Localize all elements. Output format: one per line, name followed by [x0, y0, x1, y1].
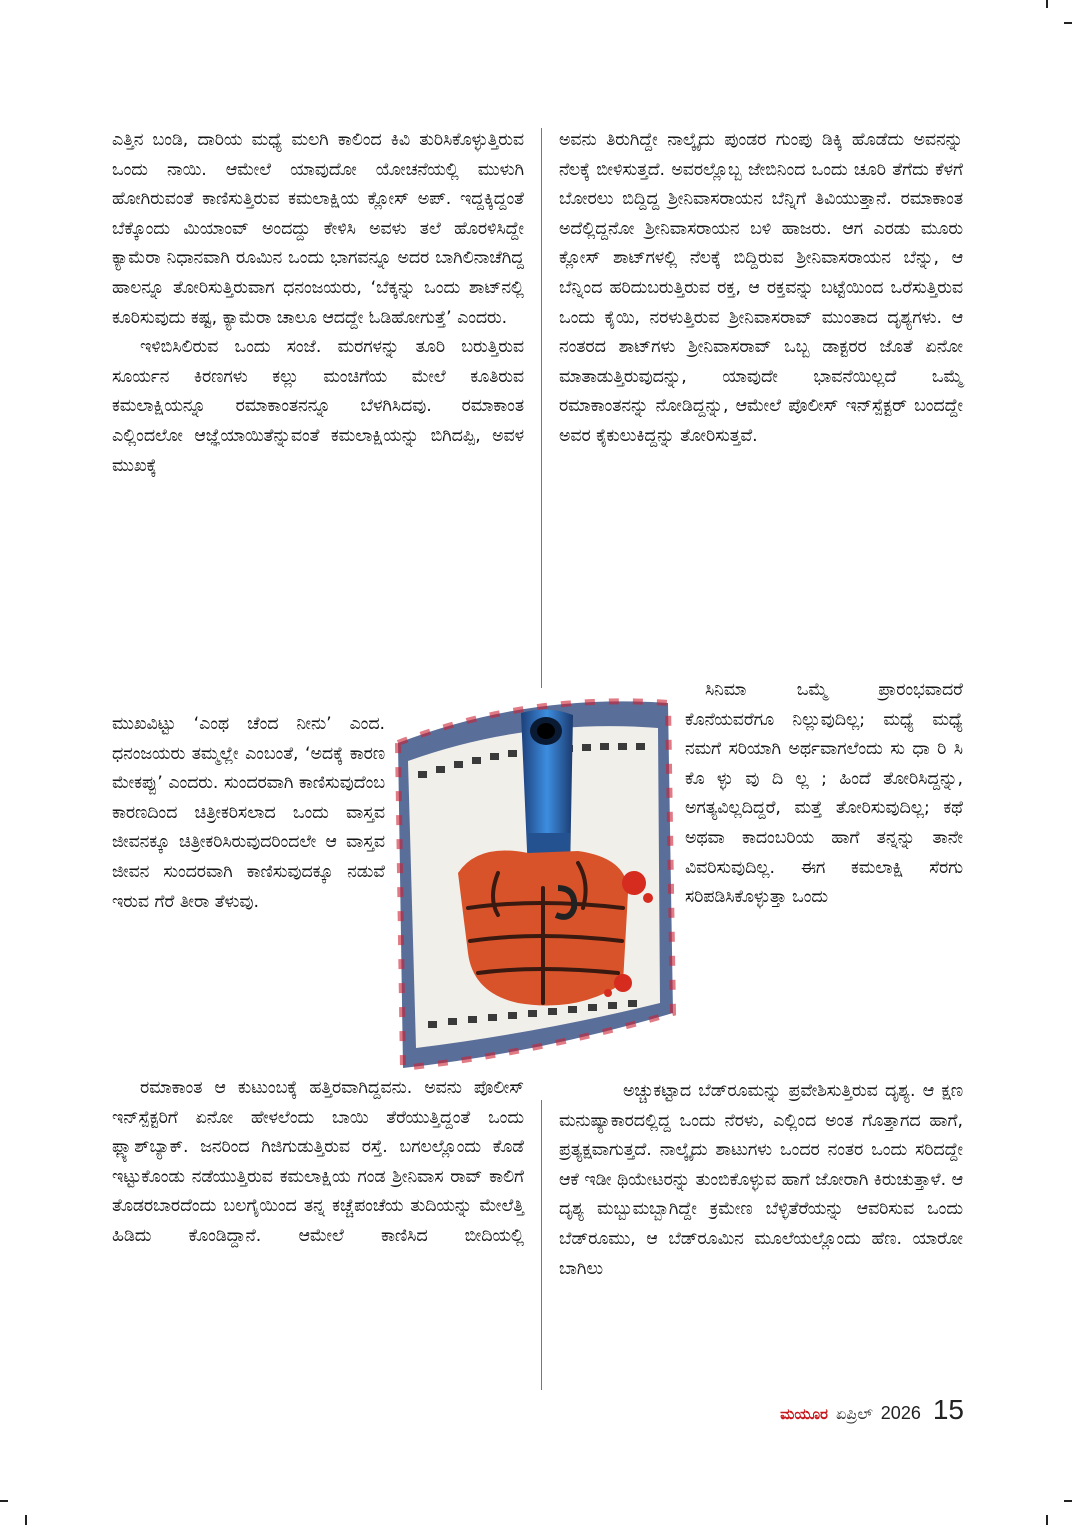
paragraph: ಇಳಿಬಿಸಿಲಿರುವ ಒಂದು ಸಂಜೆ. ಮರಗಳನ್ನು ತೂರಿ ಬರುತ್ತಿರುವ ಸೂರ್ಯನ ಕಿರಣಗಳು ಕಲ್ಲು ಮಂಚಿಗೆಯ ಮೇಲೆ ಕೂತಿರುವ ಕಮಲಾಕ್ಷಿಯನ್ನೂ ರಮಾಕಾಂತನನ್ನೂ ಬೆಳಗಿಸಿದವು. ರಮಾಕಾಂತ ಎಲ್ಲಿಂದಲೋ ಆಜ್ಞೆಯಾಯಿತೆನ್ನುವಂತೆ ಕಮಲಾಕ್ಷಿಯನ್ನು ಬಿಗಿದಪ್ಪಿ, ಅವಳ ಮುಖಕ್ಕೆ: [112, 337, 524, 476]
crop-mark: [1046, 0, 1048, 8]
page-footer: [780, 1394, 964, 1428]
crop-mark: [1064, 1500, 1072, 1502]
right-bottom-column: [559, 1077, 963, 1284]
column-rule: [541, 128, 542, 688]
right-wrap-text: [685, 676, 963, 913]
crop-mark: [1046, 1515, 1048, 1525]
left-column: [112, 126, 524, 481]
magazine-name: ಮಯೂರ: [780, 1405, 828, 1423]
paragraph: ಸಿನಿಮಾ ಒಮ್ಮೆ ಪ್ರಾರಂಭವಾದರೆ ಕೊನೆಯವರೆಗೂ ನಿಲ್ಲುವುದಿಲ್ಲ; ಮಧ್ಯೆ ಮಧ್ಯೆ ನಮಗೆ ಸರಿಯಾಗಿ ಅರ್ಥವಾಗಲೆಂದು ಸು ಧಾ ರಿ ಸಿ ಕೊ ಳ್ಳು ವು ದಿ ಲ್ಲ ; ಹಿಂದೆ ತೋರಿಸಿದ್ದನ್ನು, ಅಗತ್ಯವಿಲ್ಲದಿದ್ದರೆ, ಮತ್ತೆ ತೋರಿಸುವುದಿಲ್ಲ; ಕಥೆ ಅಥವಾ ಕಾದಂಬರಿಯ ಹಾಗೆ ತನ್ನನ್ನು ತಾನೇ ವಿವರಿಸುವುದಿಲ್ಲ. ಈಗ ಕಮಲಾಕ್ಷಿ ಸೆರಗು ಸರಿಪಡಿಸಿಕೊಳ್ಳುತ್ತಾ ಒಂದು: [685, 680, 963, 908]
issue-month: ಏಪ್ರಿಲ್: [835, 1404, 873, 1423]
paragraph: ಅಚ್ಚುಕಟ್ಟಾದ ಬೆಡ್‌ರೂಮನ್ನು ಪ್ರವೇಶಿಸುತ್ತಿರುವ ದೃಶ್ಯ. ಆ ಕ್ಷಣ ಮನುಷ್ಯಾಕಾರದಲ್ಲಿದ್ದ ಒಂದು ನೆರಳು, ಎಲ್ಲಿಂದ ಅಂತ ಗೊತ್ತಾಗದ ಹಾಗೆ, ಪ್ರತ್ಯಕ್ಷವಾಗುತ್ತದೆ. ನಾಲ್ಕೈದು ಶಾಟುಗಳು ಒಂದರ ನಂತರ ಒಂದು ಸರಿದದ್ದೇ ಆಕೆ ಇಡೀ ಥಿಯೇಟರನ್ನು ತುಂಬಿಕೊಳ್ಳುವ ಹಾಗೆ ಜೋರಾಗಿ ಕಿರುಚುತ್ತಾಳೆ. ಆ ದೃಶ್ಯ ಮಬ್ಬುಮಬ್ಬಾಗಿದ್ದೇ ಕ್ರಮೇಣ ಬೆಳ್ಳಿತೆರೆಯನ್ನು ಆವರಿಸುವ ಒಂದು ಬೆಡ್‌ರೂಮು, ಆ ಬೆಡ್‌ರೂಮಿನ ಮೂಲೆಯಲ್ಲೊಂದು ಹೆಣ. ಯಾರೋ ಬಾಗಿಲು: [559, 1081, 963, 1279]
paragraph: ಎತ್ತಿನ ಬಂಡಿ, ದಾರಿಯ ಮಧ್ಯೆ ಮಲಗಿ ಕಾಲಿಂದ ಕಿವಿ ತುರಿಸಿಕೊಳ್ಳುತ್ತಿರುವ ಒಂದು ನಾಯಿ. ಆಮೇಲೆ ಯಾವುದೋ ಯೋಚನೆಯಲ್ಲಿ ಮುಳುಗಿ ಹೋಗಿರುವಂತೆ ಕಾಣಿಸುತ್ತಿರುವ ಕಮಲಾಕ್ಷಿಯ ಕ್ಲೋಸ್ ಅಪ್. ಇದ್ದಕ್ಕಿದ್ದಂತೆ ಬೆಕ್ಕೊಂದು ಮಿಯಾಂವ್ ಅಂದದ್ದು ಕೇಳಿಸಿ ಅವಳು ತಲೆ ಹೊರಳಿಸಿದ್ದೇ ಕ್ಯಾಮೆರಾ ನಿಧಾನವಾಗಿ ರೂಮಿನ ಒಂದು ಭಾಗವನ್ನೂ ಅದರ ಬಾಗಿಲಿನಾಚೆಗಿದ್ದ ಹಾಲನ್ನೂ ತೋರಿಸುತ್ತಿರುವಾಗ ಧನಂಜಯರು, ‘ಬೆಕ್ಕನ್ನು ಒಂದು ಶಾಟ್‌ನಲ್ಲಿ ಕೂರಿಸುವುದು ಕಷ್ಟ, ಕ್ಯಾಮೆರಾ ಚಾಲೂ ಆದದ್ದೇ ಓಡಿಹೋಗುತ್ತೆ’ ಎಂದರು.: [112, 130, 524, 328]
paragraph: ಅವನು ತಿರುಗಿದ್ದೇ ನಾಲ್ಕೈದು ಪುಂಡರ ಗುಂಪು ಡಿಕ್ಕಿ ಹೊಡೆದು ಅವನನ್ನು ನೆಲಕ್ಕೆ ಬೀಳಿಸುತ್ತದೆ. ಅವರಲ್ಲೊಬ್ಬ ಜೇಬಿನಿಂದ ಒಂದು ಚೂರಿ ತೆಗೆದು ಕೆಳಗೆ ಬೋರಲು ಬಿದ್ದಿದ್ದ ಶ್ರೀನಿವಾಸರಾಯನ ಬೆನ್ನಿಗೆ ತಿವಿಯುತ್ತಾನೆ. ರಮಾಕಾಂತ ಅದೆಲ್ಲಿದ್ದನೋ ಶ್ರೀನಿವಾಸರಾಯನ ಬಳಿ ಹಾಜರು. ಆಗ ಎರಡು ಮೂರು ಕ್ಲೋಸ್ ಶಾಟ್‌ಗಳಲ್ಲಿ ನೆಲಕ್ಕೆ ಬಿದ್ದಿರುವ ಶ್ರೀನಿವಾಸರಾಯನ ಬೆನ್ನು, ಆ ಬೆನ್ನಿಂದ ಹರಿದುಬರುತ್ತಿರುವ ರಕ್ತ, ಆ ರಕ್ತವನ್ನು ಬಟ್ಟೆಯಿಂದ ಒರೆಸುತ್ತಿರುವ ಒಂದು ಕೈಯಿ, ನರಳುತ್ತಿರುವ ಶ್ರೀನಿವಾಸರಾವ್ ಮುಂತಾದ ದೃಶ್ಯಗಳು. ಆ ನಂತರದ ಶಾಟ್‌ಗಳು ಶ್ರೀನಿವಾಸರಾವ್ ಒಬ್ಬ ಡಾಕ್ಟರರ ಜೊತೆ ಏನೋ ಮಾತಾಡುತ್ತಿರುವುದನ್ನು, ಯಾವುದೇ ಭಾವನೆಯಿಲ್ಲದೆ ಒಮ್ಮೆ ರಮಾಕಾಂತನನ್ನು ನೋಡಿದ್ದನ್ನು, ಆಮೇಲೆ ಪೊಲೀಸ್ ಇನ್‌ಸ್ಪೆಕ್ಟರ್ ಬಂದದ್ದೇ ಅವರ ಕೈಕುಲುಕಿದ್ದನ್ನು ತೋರಿಸುತ್ತವೆ.: [559, 130, 963, 446]
crop-mark: [0, 1500, 8, 1502]
left-wrap-text: [112, 710, 385, 917]
crop-mark: [1064, 22, 1072, 24]
paragraph: ಮುಖವಿಟ್ಟು ‘ಎಂಥ ಚೆಂದ ನೀನು’ ಎಂದ. ಧನಂಜಯರು ತಮ್ಮಲ್ಲೇ ಎಂಬಂತೆ, ‘ಅದಕ್ಕೆ ಕಾರಣ ಮೇಕಪ್ಪು’ ಎಂದರು. ಸುಂದರವಾಗಿ ಕಾಣಿಸುವುದೆಂಬ ಕಾರಣದಿಂದ ಚಿತ್ರೀಕರಿಸಲಾದ ಒಂದು ವಾಸ್ತವ ಜೀವನಕ್ಕೂ ಚಿತ್ರೀಕರಿಸಿರುವುದರಿಂದಲೇ ಆ ವಾಸ್ತವ ಜೀವನ ಸುಂದರವಾಗಿ ಕಾಣಿಸುವುದಕ್ಕೂ ನಡುವೆ ಇರುವ ಗೆರೆ ತೀರಾ ತೆಳುವು.: [112, 714, 385, 912]
issue-year: 2026: [880, 1403, 921, 1423]
paragraph: ರಮಾಕಾಂತ ಆ ಕುಟುಂಬಕ್ಕೆ ಹತ್ತಿರವಾಗಿದ್ದವನು. ಅವನು ಪೊಲೀಸ್ ಇನ್‌ಸ್ಪೆಕ್ಟರಿಗೆ ಏನೋ ಹೇಳಲೆಂದು ಬಾಯಿ ತೆರೆಯುತ್ತಿದ್ದಂತೆ ಒಂದು ಫ್ಲ್ಯಾಶ್‌ಬ್ಯಾಕ್. ಜನರಿಂದ ಗಿಜಿಗುಡುತ್ತಿರುವ ರಸ್ತೆ. ಬಗಲಲ್ಲೊಂದು ಕೊಡೆ ಇಟ್ಟುಕೊಂಡು ನಡೆಯುತ್ತಿರುವ ಕಮಲಾಕ್ಷಿಯ ಗಂಡ ಶ್ರೀನಿವಾಸ ರಾವ್ ಕಾಲಿಗೆ ತೊಡರಬಾರದೆಂದು ಬಲಗೈಯಿಂದ ತನ್ನ ಕಚ್ಚೆಪಂಚೆಯ ತುದಿಯನ್ನು ಮೇಲೆತ್ತಿ ಹಿಡಿದು ಕೊಂಡಿದ್ದಾನೆ. ಆಮೇಲೆ ಕಾಣಿಸಿದ ಬೀದಿಯಲ್ಲಿ: [112, 1078, 524, 1246]
crop-mark: [25, 1515, 27, 1525]
gun-in-fist-icon: [378, 683, 678, 1073]
page-number: 15: [932, 1394, 964, 1425]
column-rule: [541, 1100, 542, 1390]
left-bottom-column: [112, 1074, 524, 1252]
right-column: [559, 126, 963, 452]
